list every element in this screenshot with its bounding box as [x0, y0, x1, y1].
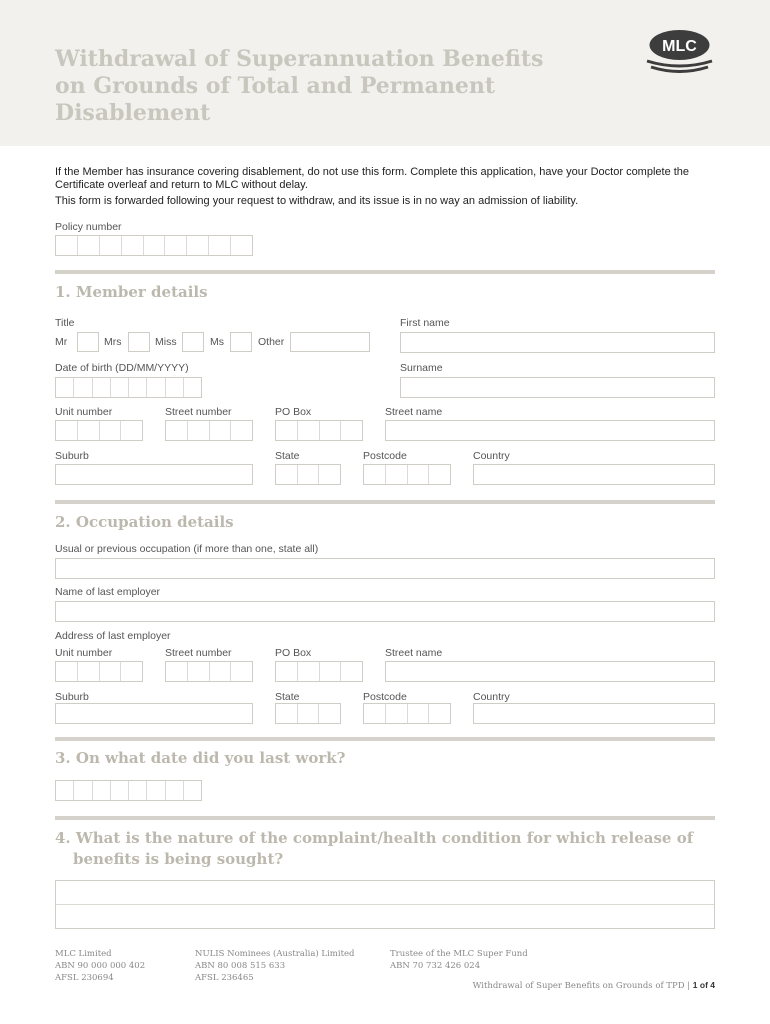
health-condition-textarea[interactable] — [55, 880, 715, 929]
street-name-label: Street name — [385, 406, 443, 418]
footer-line: AFSL 236465 — [195, 973, 254, 983]
employer-suburb-field[interactable] — [55, 703, 253, 724]
mlc-logo — [643, 27, 716, 73]
po-box-label: PO Box — [275, 406, 312, 418]
last-employer-field[interactable] — [55, 601, 715, 622]
employer-address-label: Address of last employer — [55, 630, 171, 642]
first-name-label: First name — [400, 317, 450, 329]
title-option-ms: Ms — [210, 336, 224, 348]
occupation-label: Usual or previous occupation (if more than one, state all) — [55, 543, 319, 555]
employer-country-field[interactable] — [473, 703, 715, 724]
street-number-field[interactable] — [165, 420, 253, 441]
postcode-field[interactable] — [363, 464, 451, 485]
section-3-heading: 3. On what date did you last work? — [55, 749, 346, 767]
title-label: Title — [55, 317, 75, 329]
employer-street-name-label: Street name — [385, 647, 443, 659]
street-number-label: Street number — [165, 406, 232, 418]
footer-line: NULIS Nominees (Australia) Limited — [195, 949, 355, 959]
section-divider — [55, 737, 715, 741]
footer-separator: | — [687, 981, 691, 991]
street-name-field[interactable] — [385, 420, 715, 441]
unit-number-label: Unit number — [55, 406, 113, 418]
footer-page-info — [420, 980, 715, 991]
suburb-label: Suburb — [55, 450, 89, 462]
footer-trustee — [390, 948, 528, 972]
section-divider — [55, 500, 715, 504]
last-employer-label: Name of last employer — [55, 586, 161, 598]
checkbox-mrs[interactable] — [128, 332, 150, 352]
section-1-heading: 1. Member details — [55, 283, 208, 301]
section-2-heading: 2. Occupation details — [55, 513, 234, 531]
footer-line: ABN 90 000 000 402 — [55, 961, 146, 971]
footer-line: AFSL 230694 — [55, 973, 114, 983]
section-4-heading: 4. What is the nature of the complaint/health condition for which release of benefits is being sought? — [55, 829, 694, 868]
dob-field[interactable] — [55, 377, 202, 398]
footer-nulis — [195, 948, 354, 984]
logo-text: MLC — [662, 38, 697, 55]
employer-postcode-field[interactable] — [363, 703, 451, 724]
title-option-other: Other — [258, 336, 285, 348]
employer-state-field[interactable] — [275, 703, 341, 724]
occupation-field[interactable] — [55, 558, 715, 579]
title-option-mrs: Mrs — [104, 336, 122, 348]
title-option-miss: Miss — [155, 336, 177, 348]
country-label: Country — [473, 450, 510, 462]
unit-number-field[interactable] — [55, 420, 143, 441]
suburb-field[interactable] — [55, 464, 253, 485]
employer-street-name-field[interactable] — [385, 661, 715, 682]
policy-number-label: Policy number — [55, 221, 122, 233]
employer-unit-number-label: Unit number — [55, 647, 113, 659]
employer-postcode-label: Postcode — [363, 691, 407, 703]
footer-line: ABN 80 008 515 633 — [195, 961, 286, 971]
employer-street-number-field[interactable] — [165, 661, 253, 682]
employer-country-label: Country — [473, 691, 510, 703]
page-number: 1 of 4 — [692, 980, 715, 990]
employer-state-label: State — [275, 691, 300, 703]
employer-suburb-label: Suburb — [55, 691, 89, 703]
title-other-field[interactable] — [290, 332, 370, 352]
employer-street-number-label: Street number — [165, 647, 232, 659]
footer-line: ABN 70 732 426 024 — [390, 961, 481, 971]
employer-po-box-label: PO Box — [275, 647, 312, 659]
policy-number-field[interactable] — [55, 235, 253, 256]
footer-mlc-limited — [55, 948, 145, 984]
section-divider — [55, 270, 715, 274]
country-field[interactable] — [473, 464, 715, 485]
page-title: Withdrawal of Superannuation Benefits on Grounds of Total and Permanent Disablement — [55, 46, 544, 126]
dob-label: Date of birth (DD/MM/YYYY) — [55, 362, 189, 374]
state-label: State — [275, 450, 300, 462]
intro-paragraph-2: This form is forwarded following your request to withdraw, and its issue is in no way an admission of liability. — [55, 195, 579, 207]
section-divider — [55, 816, 715, 820]
intro-paragraph-1: If the Member has insurance covering disablement, do not use this form. Complete this application, have your Doctor complete the Certificate overleaf and return to MLC without delay. — [55, 166, 690, 191]
po-box-field[interactable] — [275, 420, 363, 441]
title-option-mr: Mr — [55, 336, 68, 348]
employer-unit-number-field[interactable] — [55, 661, 143, 682]
checkbox-miss[interactable] — [182, 332, 204, 352]
employer-po-box-field[interactable] — [275, 661, 363, 682]
footer-line: Trustee of the MLC Super Fund — [390, 949, 528, 959]
postcode-label: Postcode — [363, 450, 407, 462]
footer-doc-title: Withdrawal of Super Benefits on Grounds of TPD — [472, 981, 685, 991]
last-work-date-field[interactable] — [55, 780, 202, 801]
first-name-field[interactable] — [400, 332, 715, 353]
surname-field[interactable] — [400, 377, 715, 398]
state-field[interactable] — [275, 464, 341, 485]
checkbox-mr[interactable] — [77, 332, 99, 352]
checkbox-ms[interactable] — [230, 332, 252, 352]
surname-label: Surname — [400, 362, 443, 374]
footer-line: MLC Limited — [55, 949, 112, 959]
